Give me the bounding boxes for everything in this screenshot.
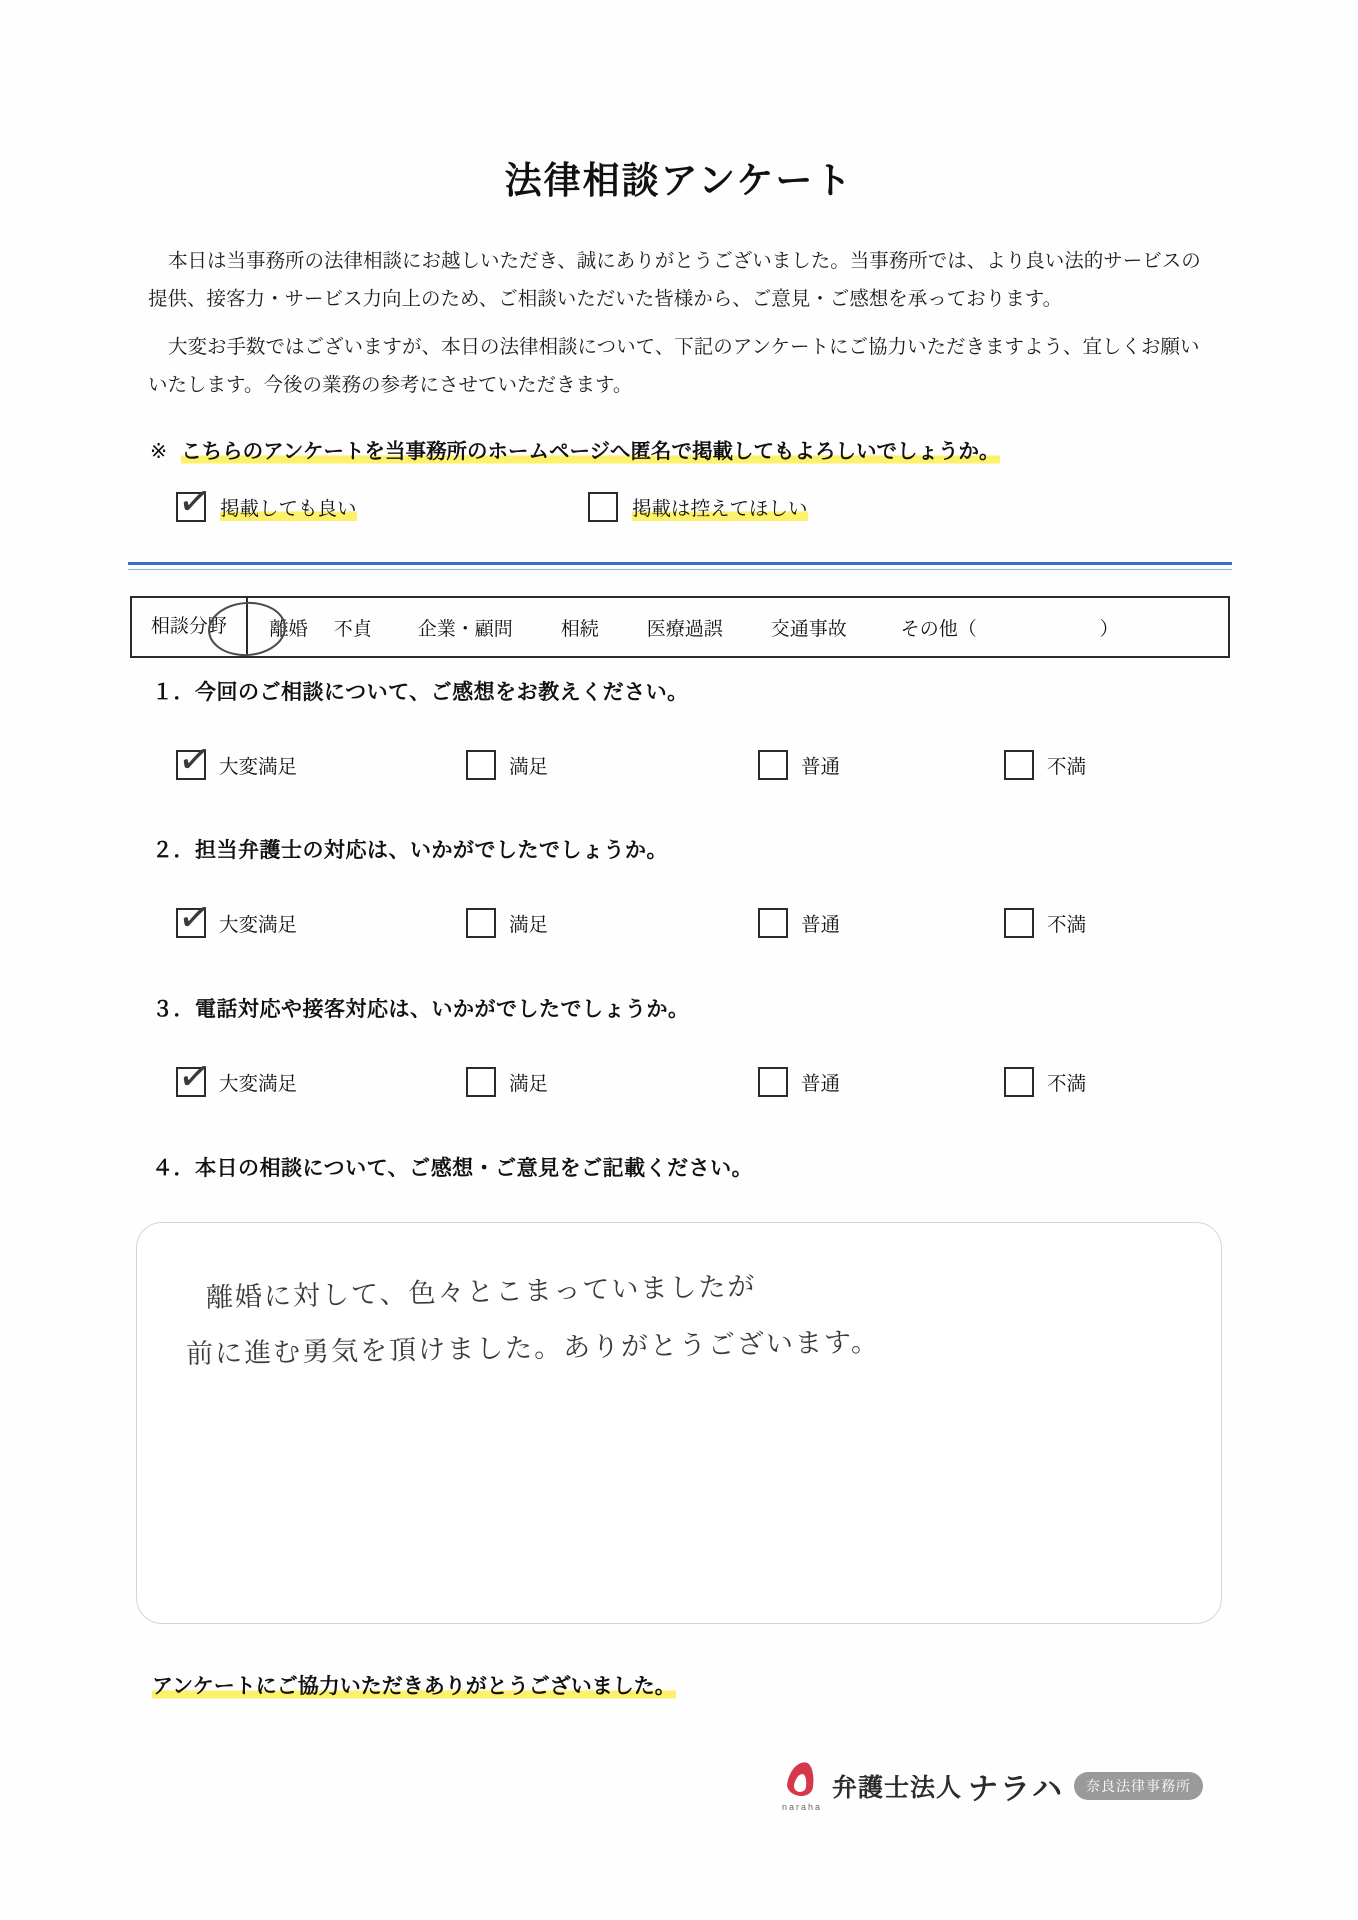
question-2-number: ２． [152,839,195,862]
q2-option-very-satisfied[interactable] [176,908,297,938]
checkbox-q1-dissatisfied[interactable] [1004,750,1034,780]
publication-option-no-label: 掲載は控えてほしい [632,493,808,523]
checkbox-q2-satisfied[interactable] [466,908,496,938]
checkbox-q3-very-satisfied[interactable] [176,1067,206,1097]
publication-option-yes-label: 掲載しても良い [220,493,357,523]
consult-option-other-label[interactable]: その他（ [900,618,977,640]
consult-field-header: 相談分野 [132,598,248,656]
question-2-options [0,908,1358,948]
publication-question-text: こちらのアンケートを当事務所のホームページへ匿名で掲載してもよろしいでしょうか。 [181,440,1000,463]
thanks-text [152,1670,676,1700]
q3-option-normal[interactable] [758,1067,840,1097]
handwritten-check-q3: ✓ [174,1051,215,1103]
q3-option-very-satisfied[interactable] [176,1067,297,1097]
checkbox-q2-very-satisfied[interactable] [176,908,206,938]
consult-option-kotsu[interactable]: 交通事故 [770,618,847,640]
q3-option-dissatisfied[interactable] [1004,1067,1086,1097]
question-2-text: 担当弁護士の対応は、いかがでしたでしょうか。 [195,839,668,862]
firm-prefix: 弁護士法人 [832,1774,963,1802]
consult-option-futei[interactable]: 不貞 [333,618,372,640]
handwritten-answer-line-1: 離婚に対して、色々とこまっていましたが [205,1271,757,1314]
handwritten-answer-line-2: 前に進む勇気を頂けました。ありがとうございます。 [185,1326,881,1371]
intro-text [148,242,1218,414]
q3-option-very-satisfied-label: 大変満足 [219,1073,298,1095]
q2-option-normal-label: 普通 [801,914,841,936]
checkbox-q1-normal[interactable] [758,750,788,780]
checkbox-publication-no[interactable] [588,492,618,522]
intro-paragraph-2: 大変お手数ではございますが、本日の法律相談について、下記のアンケートにご協力いただきますよう、宜しくお願いいたします。今後の業務の参考にさせていただきます。 [148,336,1200,396]
consult-option-iryo[interactable]: 医療過誤 [646,618,723,640]
publication-option-no[interactable] [588,492,808,522]
consult-field-row [130,596,1230,658]
q3-option-satisfied[interactable] [466,1067,548,1097]
q2-option-satisfied[interactable] [466,908,548,938]
checkbox-publication-yes[interactable] [176,492,206,522]
consult-option-kigyo[interactable]: 企業・顧問 [417,618,513,640]
q3-option-normal-label: 普通 [801,1073,841,1095]
question-4-number: ４． [152,1157,195,1180]
q2-option-normal[interactable] [758,908,840,938]
q1-option-dissatisfied[interactable] [1004,750,1086,780]
logo-wordmark: naraha [781,1802,823,1812]
publication-question [150,434,1000,464]
q1-option-satisfied-label: 満足 [509,756,549,778]
section-divider [128,562,1232,565]
question-4-title [152,1152,753,1182]
q1-option-satisfied[interactable] [466,750,548,780]
question-1-title [152,676,689,706]
checkbox-q1-satisfied[interactable] [466,750,496,780]
question-1-options [0,750,1358,790]
checkbox-q3-normal[interactable] [758,1067,788,1097]
handwritten-check-q2: ✓ [174,892,215,944]
q1-option-normal-label: 普通 [801,756,841,778]
consult-field-options [248,614,1228,641]
q1-option-normal[interactable] [758,750,840,780]
handwritten-check-publication-yes: ✓ [174,476,215,528]
page-title: 法律相談アンケート [504,160,854,201]
question-3-title [152,993,690,1023]
question-3-text: 電話対応や接客対応は、いかがでしたでしょうか。 [195,998,690,1021]
q3-option-dissatisfied-label: 不満 [1047,1073,1087,1095]
question-1-text: 今回のご相談について、ご感想をお教えください。 [195,681,689,704]
q1-option-very-satisfied[interactable] [176,750,297,780]
publication-option-yes[interactable] [176,492,357,522]
question-1-number: １． [152,681,195,704]
consult-option-other-close: ） [1099,618,1119,640]
checkbox-q2-dissatisfied[interactable] [1004,908,1034,938]
checkbox-q3-satisfied[interactable] [466,1067,496,1097]
checkbox-q3-dissatisfied[interactable] [1004,1067,1034,1097]
handwritten-check-q1: ✓ [174,734,215,786]
q2-option-dissatisfied-label: 不満 [1047,914,1087,936]
question-4-text: 本日の相談について、ご感想・ご意見をご記載ください。 [195,1157,754,1180]
q2-option-dissatisfied[interactable] [1004,908,1086,938]
checkbox-q2-normal[interactable] [758,908,788,938]
firm-name: ナラハ [968,1773,1065,1806]
q2-option-very-satisfied-label: 大変満足 [219,914,298,936]
thanks-text-inner: アンケートにご協力いただきありがとうございました。 [152,1675,676,1698]
intro-paragraph-1: 本日は当事務所の法律相談にお越しいただき、誠にありがとうございました。当事務所では、より良い法的サービスの提供、接客力・サービス力向上のため、ご相談いただいた皆様から、ご意見・ご感想を承っております。 [148,250,1201,310]
q2-option-satisfied-label: 満足 [509,914,549,936]
q3-option-satisfied-label: 満足 [509,1073,549,1095]
asterisk-icon: ※ [150,440,168,463]
question-3-number: ３． [152,998,195,1021]
section-divider-thin [128,569,1232,570]
q1-option-very-satisfied-label: 大変満足 [219,756,298,778]
question-3-options [0,1067,1358,1107]
firm-office-badge: 奈良法律事務所 [1074,1772,1203,1800]
consult-option-souzoku[interactable]: 相続 [560,618,599,640]
consult-option-rikon[interactable]: 離婚 [269,618,308,640]
checkbox-q1-very-satisfied[interactable] [176,750,206,780]
q1-option-dissatisfied-label: 不満 [1047,756,1087,778]
footer-logo [780,1760,1203,1812]
question-2-title [152,834,668,864]
naraha-flame-icon [780,1760,824,1812]
